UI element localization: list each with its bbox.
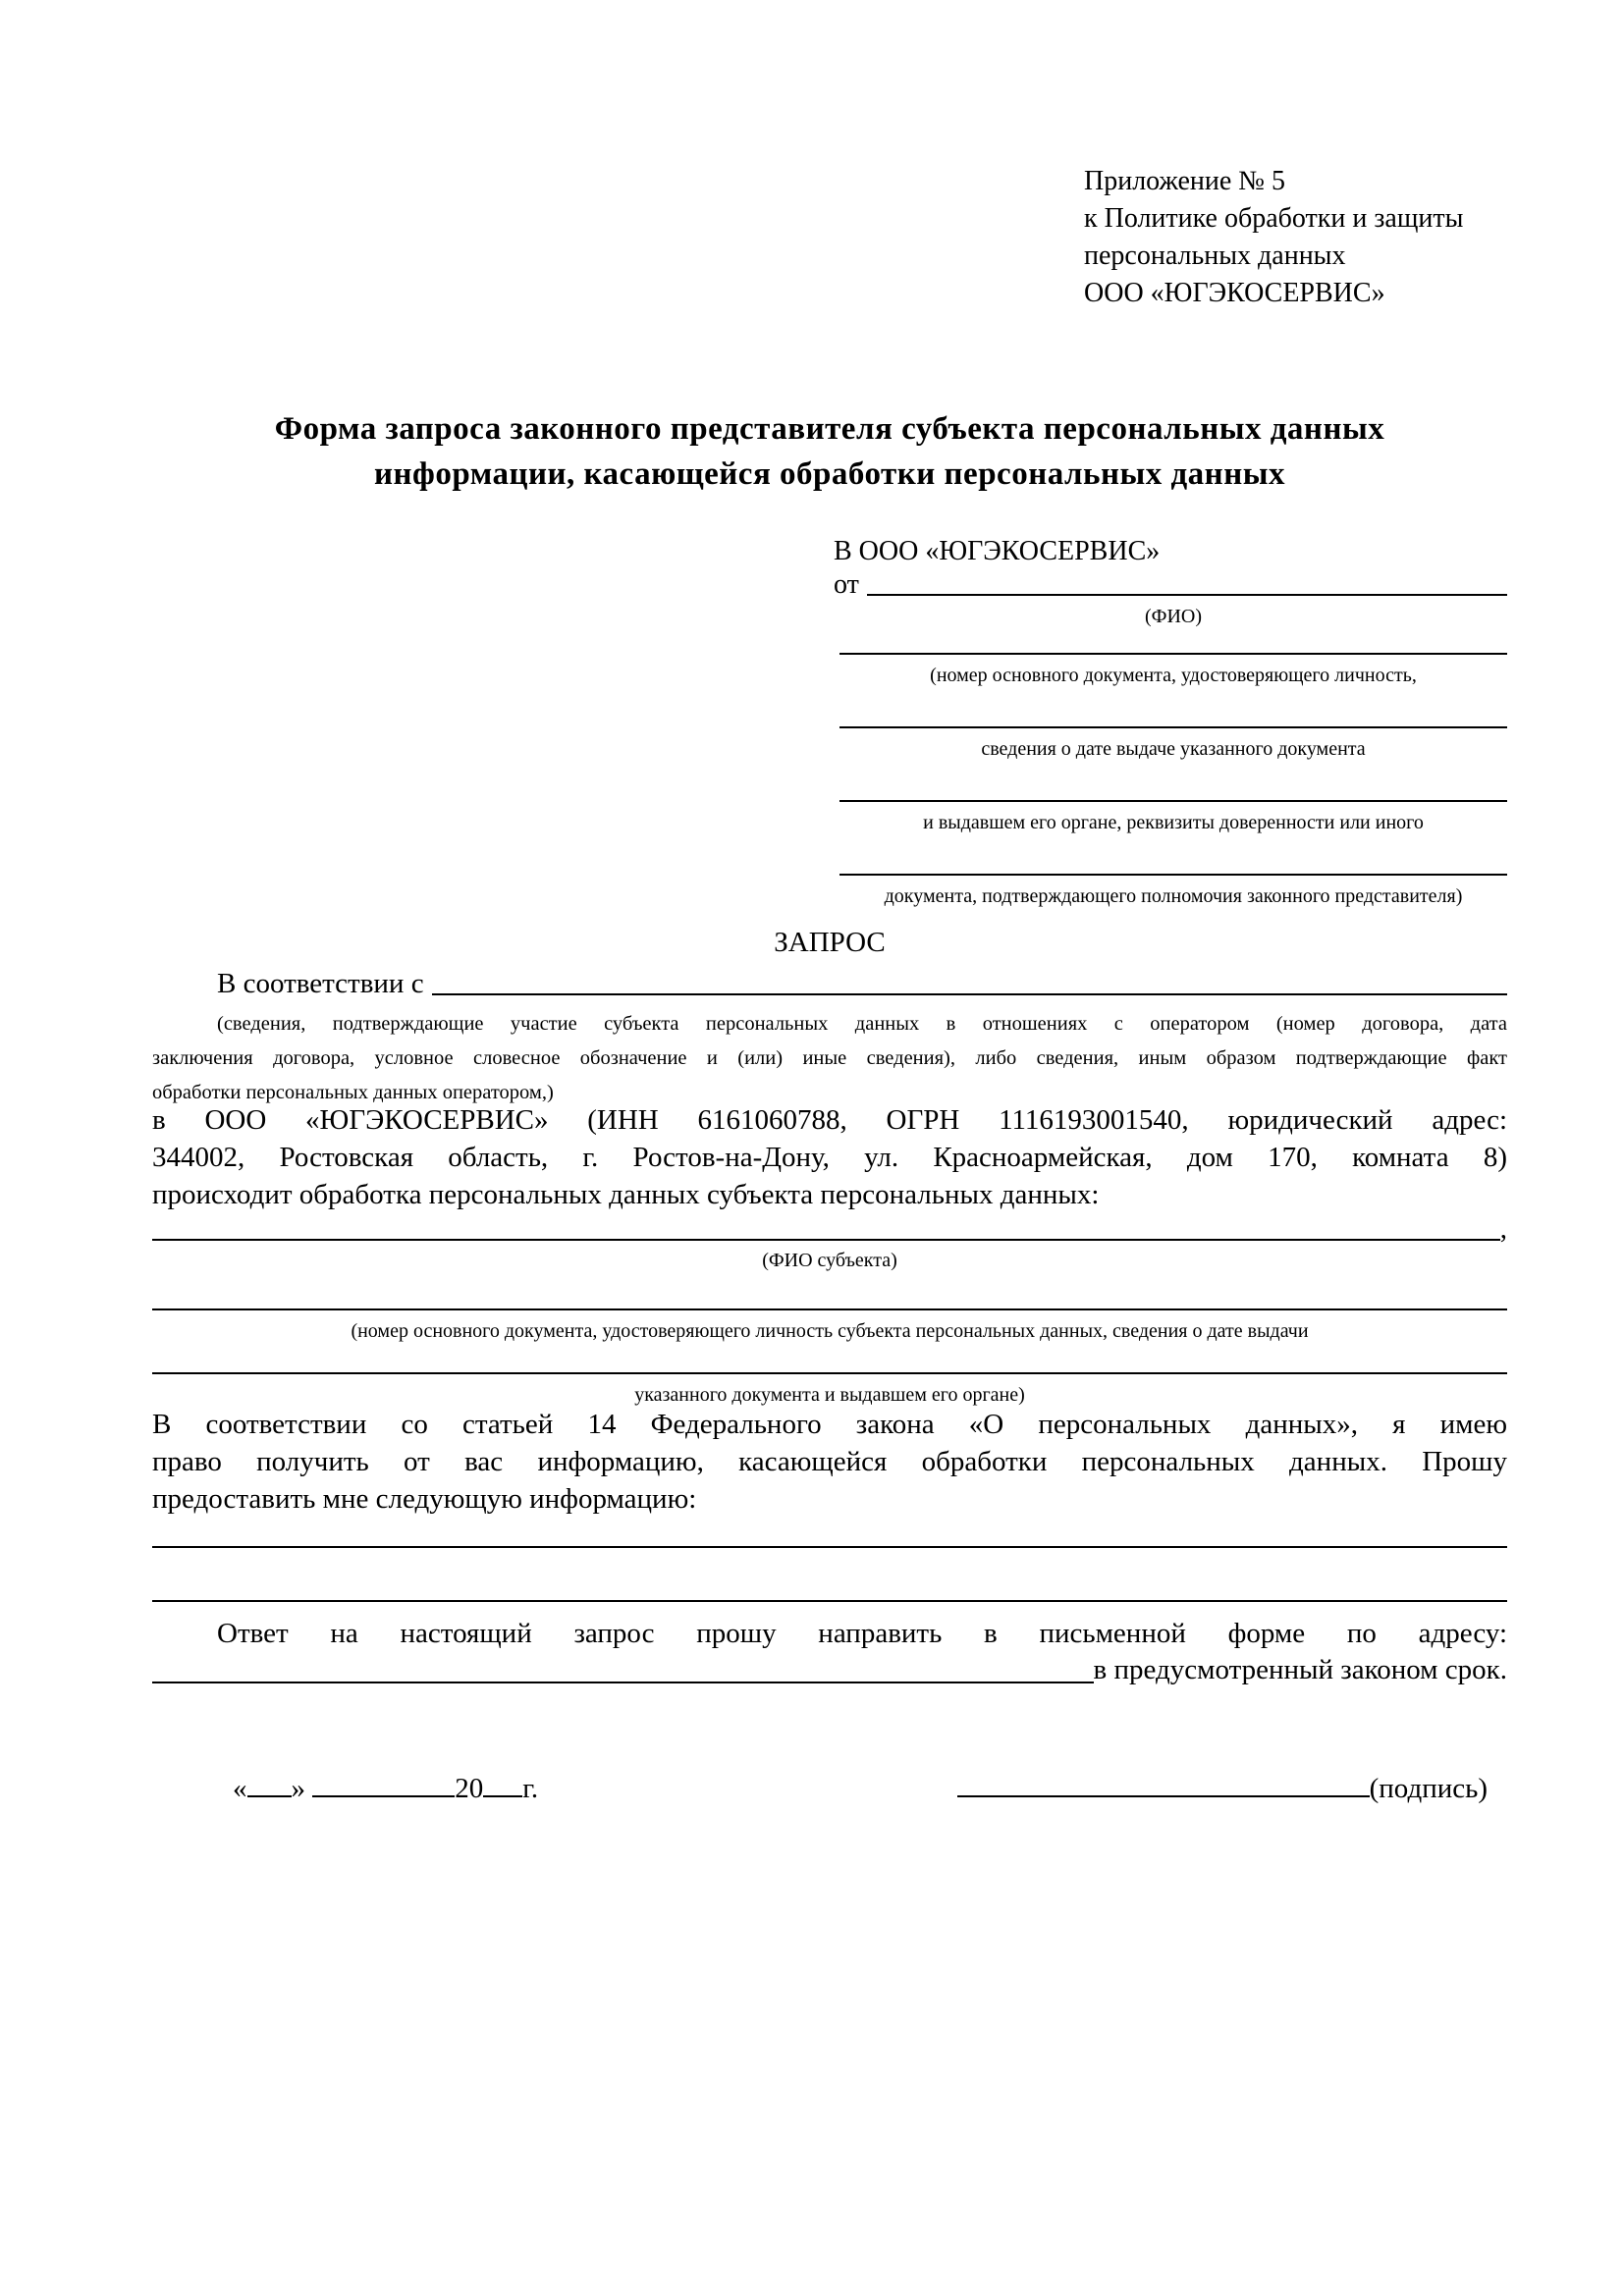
operator-paragraph-line-3: происходит обработка персональных данных субъекта персональных данных: [152, 1179, 1100, 1210]
appendix-header [1084, 163, 1463, 312]
title-line-2: информации, касающейся обработки персональных данных [374, 456, 1285, 492]
year-prefix: 20 [455, 1773, 484, 1804]
subject-line-comma: , [1499, 1213, 1507, 1245]
representative-doc-caption-4: документа, подтверждающего полномочия законного представителя) [884, 885, 1463, 907]
basis-caption-line-2: заключения договора, условное словесное обозначение и (или) иные сведения), либо сведения, иным образом подтверждающие факт [152, 1047, 1507, 1069]
signature-row [152, 1767, 1507, 1805]
basis-caption-line-1: (сведения, подтверждающие участие субъекта персональных данных в отношениях с оператором (номер договора, дата [217, 1013, 1507, 1035]
addressee-org: В ООО «ЮГЭКОСЕРВИС» [834, 536, 1161, 566]
accordance-label: В соответствии с [217, 968, 424, 999]
info-blank-line-2 [152, 1600, 1507, 1602]
info-blank-line-1 [152, 1546, 1507, 1548]
representative-doc-blank-line-1 [839, 653, 1507, 655]
rights-paragraph-line-3: предоставить мне следующую информацию: [152, 1483, 697, 1515]
year-blank-line [483, 1767, 522, 1797]
subject-doc-caption-1: (номер основного документа, удостоверяющего личность субъекта персональных данных, сведения о дате выдачи [351, 1320, 1309, 1342]
appendix-header-line: Приложение № 5 [1084, 166, 1285, 196]
reply-address-line: Ответ на настоящий запрос прошу направить в письменной форме по адресу: [217, 1618, 1507, 1649]
signature-blank-line [957, 1767, 1370, 1797]
operator-paragraph-line-1: в ООО «ЮГЭКОСЕРВИС» (ИНН 6161060788, ОГРН 1116193001540, юридический адрес: [152, 1104, 1507, 1136]
from-label: от [834, 569, 859, 600]
document-title [152, 406, 1507, 497]
representative-doc-blank-line-2 [839, 726, 1507, 728]
day-blank-line [247, 1767, 292, 1797]
operator-paragraph [152, 1101, 1507, 1213]
request-heading: ЗАПРОС [774, 927, 886, 958]
rights-paragraph [152, 1406, 1507, 1518]
signature-caption: (подпись) [1369, 1773, 1488, 1804]
from-blank-line [867, 569, 1507, 596]
representative-doc-caption-1: (номер основного документа, удостоверяющего личность, [930, 665, 1417, 686]
year-suffix: г. [522, 1773, 539, 1804]
appendix-header-line: ООО «ЮГЭКОСЕРВИС» [1084, 278, 1385, 308]
representative-doc-blank-line-4 [839, 874, 1507, 876]
from-field [834, 569, 1507, 601]
signature-field [957, 1767, 1488, 1805]
representative-doc-blank-line-3 [839, 800, 1507, 802]
subject-fio-caption: (ФИО субъекта) [762, 1250, 897, 1271]
representative-doc-caption-3: и выдавшем его органе, реквизиты доверенности или иного [923, 812, 1424, 833]
date-field [152, 1767, 538, 1805]
rights-paragraph-line-1: В соответствии со статьей 14 Федерального закона «О персональных данных», я имею [152, 1409, 1507, 1440]
title-line-1: Форма запроса законного представителя субъекта персональных данных [274, 411, 1385, 447]
reply-term-field [152, 1651, 1507, 1688]
rights-paragraph-line-2: право получить от вас информацию, касающейся обработки персональных данных. Прошу [152, 1446, 1507, 1477]
subject-fio-blank-line [152, 1213, 1500, 1241]
fio-caption: (ФИО) [1144, 606, 1202, 627]
reply-term-text: в предусмотренный законом срок. [1093, 1654, 1507, 1685]
appendix-header-line: персональных данных [1084, 240, 1346, 271]
subject-doc-caption-2: указанного документа и выдавшем его органе) [634, 1384, 1025, 1406]
subject-fio-field [152, 1213, 1507, 1246]
subject-doc-blank-line-1 [152, 1308, 1507, 1310]
subject-doc-blank-line-2 [152, 1372, 1507, 1374]
operator-paragraph-line-2: 344002, Ростовская область, г. Ростов-на-Дону, ул. Красноармейская, дом 170, комната 8) [152, 1142, 1507, 1173]
month-blank-line [312, 1767, 455, 1797]
reply-address-blank-line [152, 1651, 1094, 1683]
basis-caption [152, 1007, 1507, 1110]
appendix-header-line: к Политике обработки и защиты [1084, 203, 1464, 234]
accordance-blank-line [432, 968, 1507, 995]
close-quote: » [291, 1773, 305, 1804]
basis-caption-line-3: обработки персональных данных оператором,) [152, 1082, 554, 1103]
accordance-field [152, 968, 1507, 1000]
representative-doc-caption-2: сведения о дате выдаче указанного документа [981, 738, 1366, 760]
open-quote: « [233, 1773, 247, 1804]
